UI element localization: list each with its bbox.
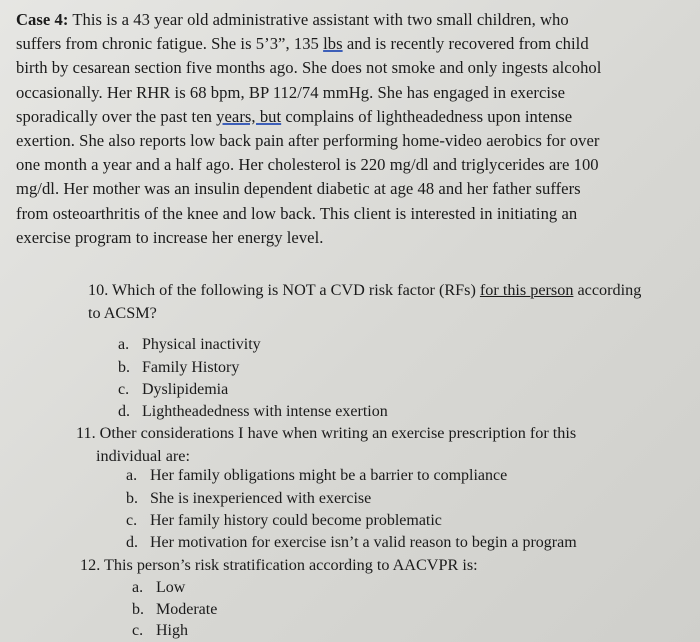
question-11-stem-line2: individual are:	[96, 447, 190, 465]
q10-option-c[interactable]: c. Dyslipidemia	[118, 381, 229, 398]
case-line-9: from osteoarthritis of the knee and low back. This client is interested in initiating an	[16, 203, 578, 223]
question-10-stem: 10. Which of the following is NOT a CVD risk factor (RFs) for this person according	[88, 281, 642, 299]
question-11-stem: 11. Other considerations I have when writing an exercise prescription for this	[76, 424, 577, 442]
q10-option-d[interactable]: d. Lightheadedness with intense exertion	[118, 403, 388, 420]
question-10-stem-line2: to ACSM?	[88, 304, 157, 322]
q10-option-a[interactable]: a. Physical inactivity	[118, 336, 261, 353]
lbs-underlined: lbs	[323, 34, 343, 54]
q10-option-b[interactable]: b. Family History	[118, 359, 240, 376]
years-but-underlined: years, but	[216, 106, 282, 126]
case-line-4: occasionally. Her RHR is 68 bpm, BP 112/74 mmHg. She has engaged in exercise	[16, 82, 565, 102]
q11-option-d[interactable]: d. Her motivation for exercise isn’t a valid reason to begin a program	[126, 534, 577, 551]
q11-option-a[interactable]: a. Her family obligations might be a barrier to compliance	[126, 467, 508, 484]
case-line-10: exercise program to increase her energy level.	[16, 227, 324, 247]
case-label: Case 4:	[16, 10, 69, 29]
case-paragraph	[16, 8, 684, 250]
q12-option-a[interactable]: a. Low	[132, 579, 186, 596]
q12-option-c[interactable]: c. High	[132, 622, 188, 639]
case-line-3: birth by cesarean section five months ago. She does not smoke and only ingests alcohol	[16, 58, 602, 78]
case-line-5: sporadically over the past ten years, but complains of lightheadedness upon intense	[16, 106, 573, 126]
case-line-7: one month a year and a half ago. Her cholesterol is 220 mg/dl and triglycerides are 100	[16, 155, 599, 175]
question-12-stem: 12. This person’s risk stratification according to AACVPR is:	[80, 556, 478, 574]
case-line-6: exertion. She also reports low back pain after performing home-video aerobics for over	[16, 131, 600, 151]
q11-option-b[interactable]: b. She is inexperienced with exercise	[126, 490, 372, 507]
case-line-1: Case 4: This is a 43 year old administrative assistant with two small children, who	[16, 10, 569, 29]
q11-option-c[interactable]: c. Her family history could become problematic	[126, 512, 442, 529]
for-this-person-underlined: for this person	[479, 281, 574, 299]
case-line-2: suffers from chronic fatigue. She is 5’3”, 135 lbs and is recently recovered from child	[16, 34, 589, 54]
q12-option-b[interactable]: b. Moderate	[132, 601, 218, 618]
case-line-8: mg/dl. Her mother was an insulin dependent diabetic at age 48 and her father suffers	[16, 179, 581, 199]
